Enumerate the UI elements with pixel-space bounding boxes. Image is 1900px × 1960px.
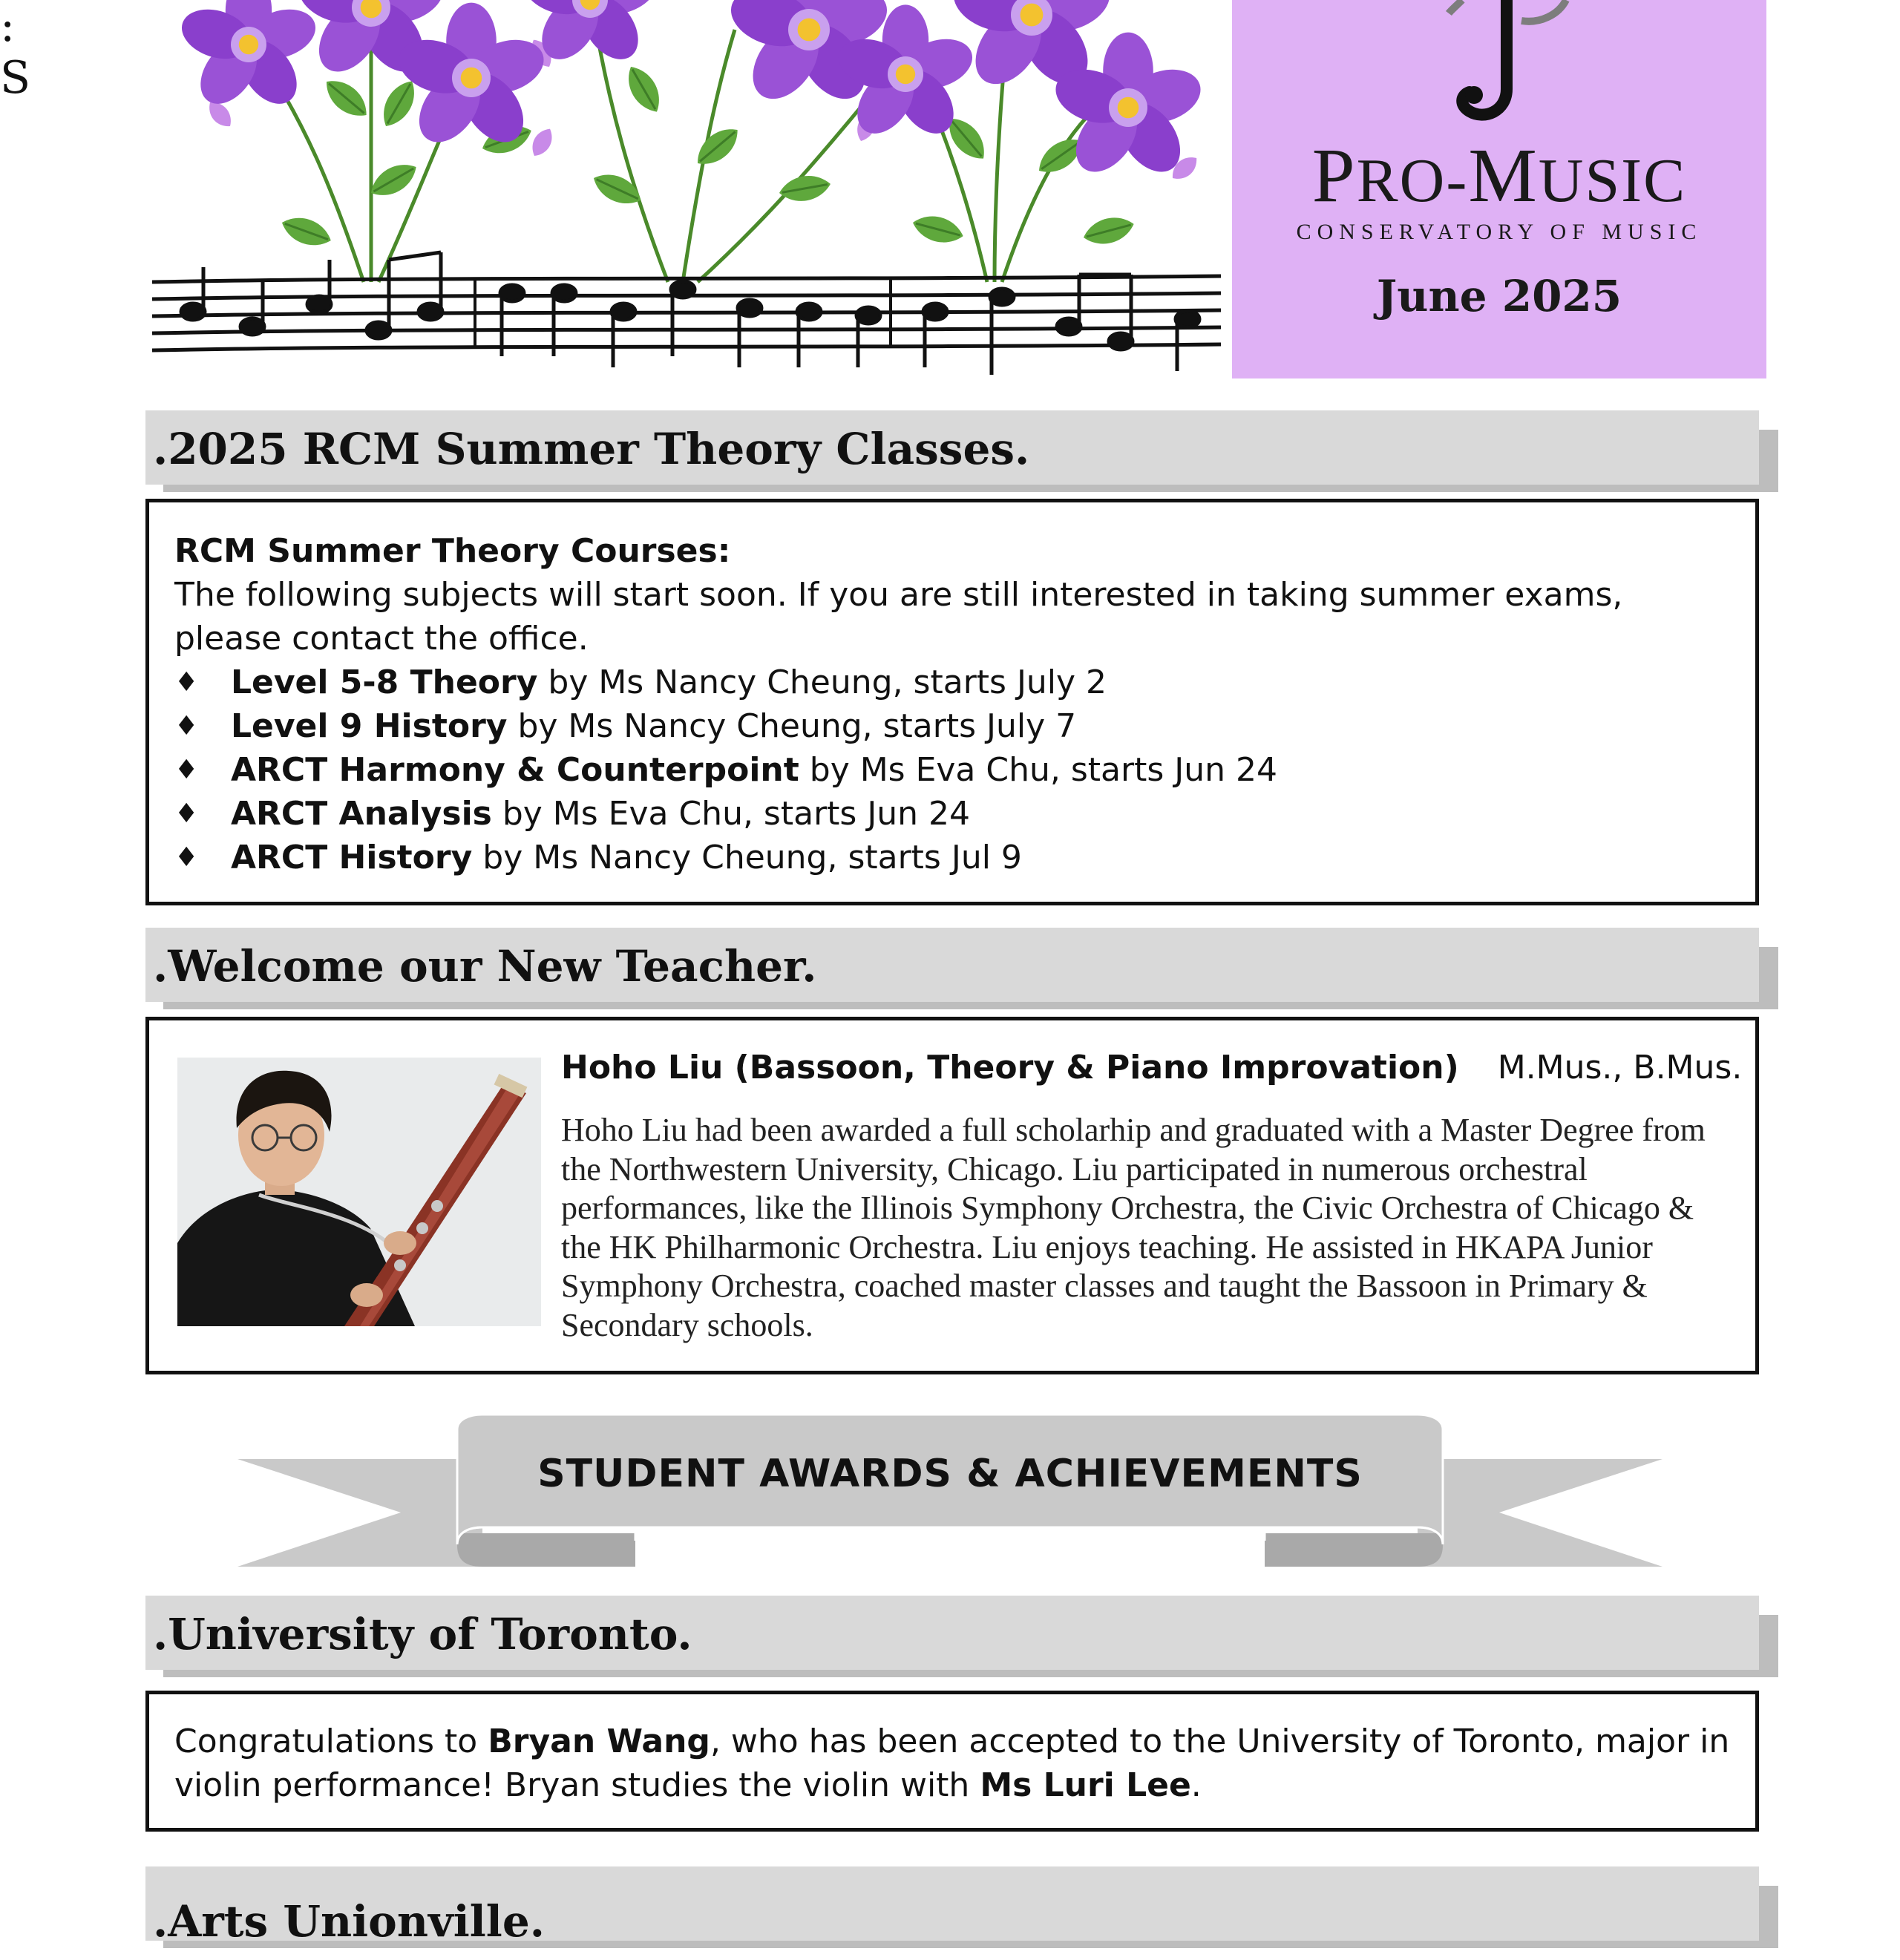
section-header-uoft — [145, 1596, 1778, 1677]
logo-panel — [1232, 0, 1766, 378]
school-name-initial: M — [1468, 133, 1539, 218]
student-name: Bryan Wang — [488, 1723, 710, 1760]
diamond-bullet-icon: ♦ — [174, 755, 199, 785]
course-detail: by Ms Eva Chu, starts Jun 24 — [799, 751, 1277, 789]
course-name: ARCT History — [231, 839, 473, 876]
awards-ribbon-title: STUDENT AWARDS & ACHIEVEMENTS — [537, 1452, 1363, 1496]
edge-mark: S — [0, 52, 31, 104]
issue-date: June 2025 — [1376, 271, 1622, 321]
flowers-music-staff-illustration — [148, 0, 1225, 393]
course-detail: by Ms Nancy Cheung, starts July 7 — [507, 707, 1077, 745]
theory-courses-content — [174, 529, 1718, 879]
music-note-logo-icon — [1410, 0, 1588, 126]
course-name: Level 9 History — [231, 707, 508, 745]
school-subtitle: CONSERVATORY OF MUSIC — [1296, 220, 1703, 244]
course-name: Level 5-8 Theory — [231, 663, 538, 701]
uoft-congrats-box — [145, 1691, 1759, 1832]
theory-course-list — [174, 661, 1718, 879]
diamond-bullet-icon: ♦ — [174, 842, 199, 873]
list-item — [174, 704, 1718, 748]
school-name-initial: P — [1311, 133, 1357, 218]
section-title: .Arts Unionville. — [153, 1896, 545, 1947]
section-title: .University of Toronto. — [153, 1609, 692, 1659]
course-detail: by Ms Nancy Cheung, starts Jul 9 — [472, 839, 1022, 876]
violin-teacher-name: Ms Luri Lee — [980, 1766, 1191, 1804]
course-detail: by Ms Nancy Cheung, starts July 2 — [537, 663, 1107, 701]
course-detail: by Ms Eva Chu, starts Jun 24 — [491, 795, 971, 833]
page-edge-marks — [0, 0, 30, 104]
theory-courses-heading: RCM Summer Theory Courses: — [174, 532, 731, 570]
course-name: ARCT Harmony & Counterpoint — [231, 751, 799, 789]
section-title: .Welcome our New Teacher. — [153, 941, 817, 992]
section-header-arts-unionville — [145, 1866, 1778, 1948]
uoft-congrats-text — [174, 1720, 1733, 1807]
awards-ribbon — [238, 1415, 1662, 1570]
teacher-name: Hoho Liu (Bassoon, Theory & Piano Improvation) — [561, 1049, 1459, 1086]
list-item — [174, 748, 1718, 792]
theory-courses-intro: The following subjects will start soon. If you are still interested in taking summer exams, please contact the office. — [174, 576, 1623, 658]
list-item — [174, 661, 1718, 704]
diamond-bullet-icon: ♦ — [174, 799, 199, 829]
teacher-portrait-with-bassoon — [177, 1058, 541, 1326]
list-item — [174, 836, 1718, 879]
diamond-bullet-icon: ♦ — [174, 667, 199, 698]
list-item — [174, 792, 1718, 836]
congrats-text: , who has been accepted to the University of Toronto, major in violin performance! Bryan studies the violin with — [174, 1723, 1730, 1804]
school-name — [1232, 133, 1766, 220]
teacher-degrees: M.Mus., B.Mus. — [1497, 1049, 1743, 1086]
school-name-part: USIC — [1538, 146, 1687, 215]
section-header-teacher — [145, 928, 1778, 1009]
congrats-text: Congratulations to — [174, 1723, 488, 1760]
new-teacher-box — [145, 1017, 1759, 1374]
school-name-part: RO- — [1356, 146, 1469, 215]
teacher-name-line — [561, 1049, 1742, 1086]
teacher-bio: Hoho Liu had been awarded a full scholarhip and graduated with a Master Degree from the Northwestern University, Chicago. Liu participated in numerous orchestral performances, like the Illinois Symphony Orchestra, the Civic Orchestra of Chicago & the HK Philharmonic Orchestra. Liu enjoys teaching. He assisted in HKAPA Junior Symphony Orchestra, coached master classes and taught the Bassoon in Primary & Secondary schools. — [561, 1112, 1706, 1343]
section-header-theory — [145, 410, 1778, 492]
edge-mark: : — [0, 0, 16, 52]
course-name: ARCT Analysis — [231, 795, 492, 833]
section-title: .2025 RCM Summer Theory Classes. — [153, 424, 1030, 474]
congrats-text: . — [1190, 1766, 1202, 1804]
diamond-bullet-icon: ♦ — [174, 711, 199, 741]
theory-courses-box — [145, 499, 1759, 905]
